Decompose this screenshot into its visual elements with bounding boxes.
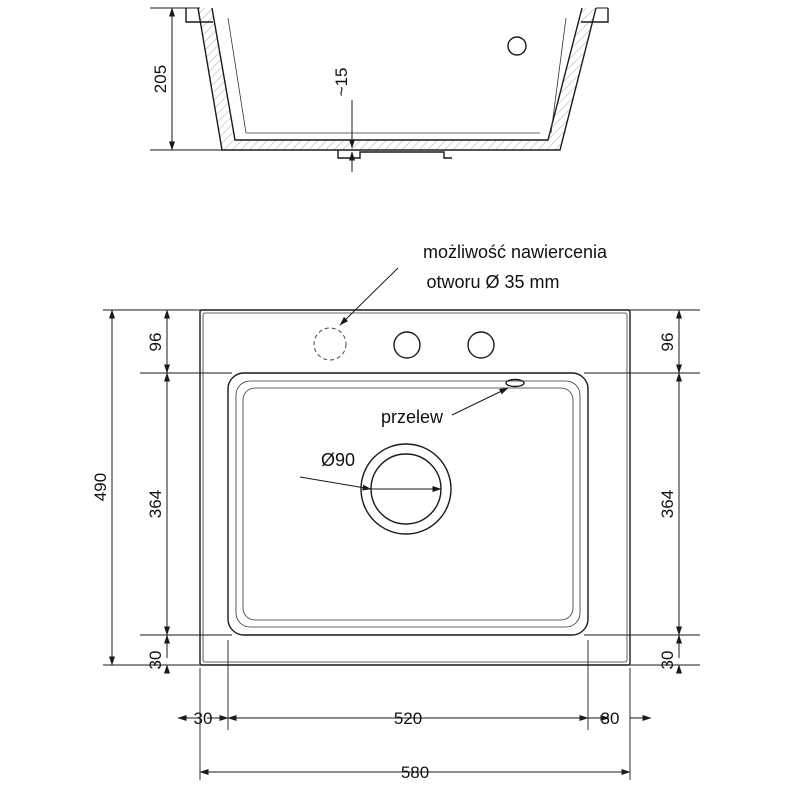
sink-outer-outline-inner	[203, 313, 627, 662]
annotation-overflow: przelew	[380, 407, 444, 427]
annotation-overflow-leader	[452, 388, 508, 415]
sink-outer-outline	[200, 310, 630, 665]
tap-hole-2	[468, 332, 494, 358]
section-view	[150, 8, 608, 172]
dim-left-96-label: 96	[146, 332, 165, 352]
dim-left-490-label: 490	[91, 472, 110, 502]
section-inner-profile	[212, 8, 582, 140]
dim-depth-label: 205	[151, 64, 170, 94]
section-wall-hatch	[198, 8, 596, 150]
top-view	[91, 310, 700, 782]
dim-left-30-label: 30	[146, 650, 165, 670]
dim-bottom-30-left-label: 30	[193, 709, 213, 728]
section-outer-profile	[198, 8, 596, 150]
dim-left-364-label: 364	[146, 489, 165, 519]
annotation-group	[340, 242, 608, 325]
dim-right-364-label: 364	[658, 489, 677, 519]
dim-thickness-label: ~15	[332, 67, 351, 97]
dim-bottom-30-right-label: 30	[600, 709, 620, 728]
annotation-drill-line1: możliwość nawiercenia	[422, 242, 608, 262]
drain-diameter-label: Ø90	[320, 450, 356, 470]
dim-right-30-label: 30	[658, 650, 677, 670]
dim-right-96-label: 96	[658, 332, 677, 352]
annotation-drill-leader	[340, 268, 398, 325]
overflow-slot	[506, 380, 524, 387]
section-tap-hole	[508, 37, 526, 55]
dim-bottom-520-label: 520	[393, 709, 423, 728]
optional-tap-hole	[314, 328, 346, 360]
annotation-drill-line2: otworu Ø 35 mm	[426, 272, 560, 292]
tap-hole-1	[394, 332, 420, 358]
drain-dim-leader-left	[300, 477, 371, 489]
section-drain-boss	[338, 150, 452, 158]
dim-bottom-580-label: 580	[400, 763, 430, 782]
